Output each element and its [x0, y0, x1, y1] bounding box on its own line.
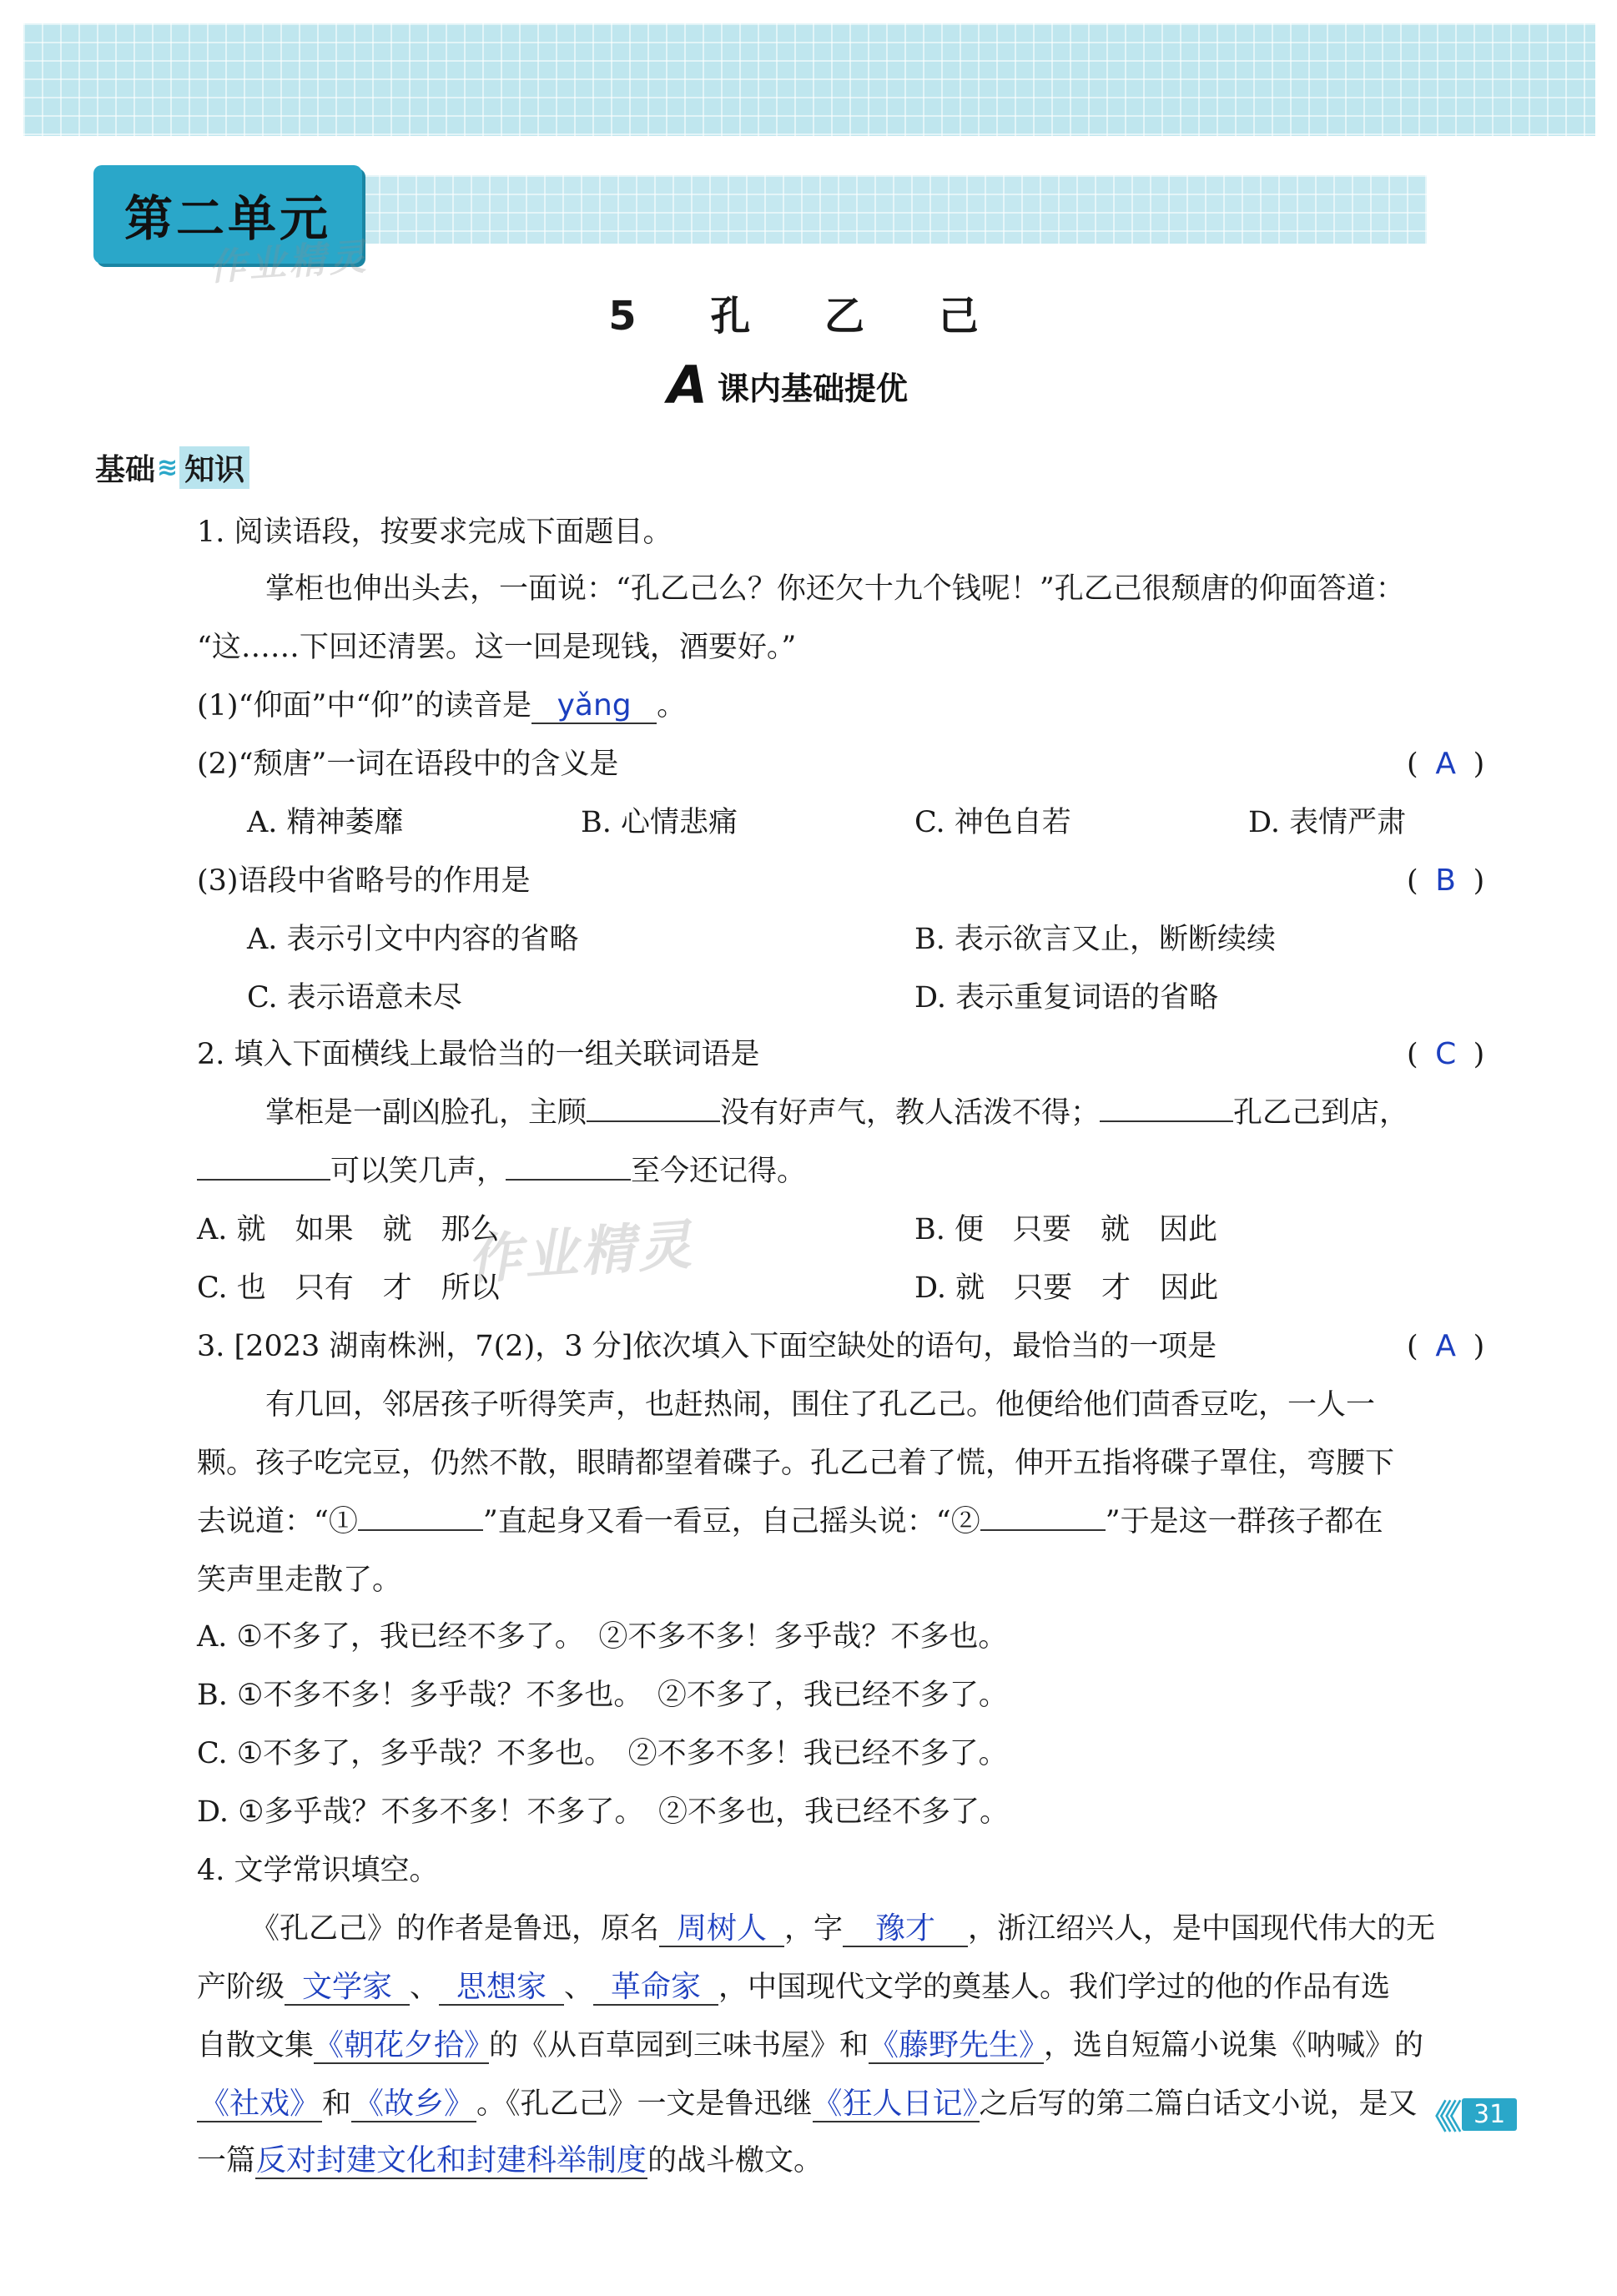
q1-sub2-answer-box[interactable]: ( A ) [1407, 744, 1484, 784]
q2-passage-part-e: 至今还记得。 [631, 1155, 807, 1188]
q4-answer-zi: 豫才 [875, 1911, 936, 1946]
q2-passage-part-d: 可以笑几声， [330, 1155, 506, 1188]
double-chevron-left-icon: 《《 [1418, 2097, 1455, 2137]
q4-answer-prev-work: 《狂人日记》 [812, 2087, 993, 2121]
q4-line5 [197, 2141, 823, 2181]
q3-passage-part-b: ”直起身又看一看豆，自己摇头说：“② [482, 1505, 980, 1538]
q1-sub3-option-a[interactable]: A. 表示引文中内容的省略 [247, 923, 579, 956]
q4-line4-part-c: 之后写的第二篇白话文小说，是又 [979, 2087, 1418, 2121]
q3-option-b[interactable]: B. ①不多不多！多乎哉？不多也。 ②不多了，我已经不多了。 [197, 1679, 1008, 1712]
q4-blank-theme[interactable] [255, 2144, 647, 2179]
q2-blank-3[interactable] [197, 1179, 330, 1181]
q1-sub2-text: (2)“颓唐”一词在语段中的含义是 [197, 748, 619, 781]
q1-sub3-answer: B [1435, 864, 1456, 898]
q1-sub3-option-d[interactable]: D. 表示重复词语的省略 [914, 981, 1219, 1015]
q1-sub3-option-b[interactable]: B. 表示欲言又止，断断续续 [914, 923, 1276, 956]
q3-passage-line2: 颗。孩子吃完豆，仍然不散，眼睛都望着碟子。孔乙己着了慌，伸开五指将碟子罩住，弯腰下 [197, 1447, 1395, 1480]
q2-passage-line1 [265, 1093, 1408, 1133]
q3-passage-part-a: 去说道：“① [197, 1505, 358, 1538]
q1-sub1-answer: yǎng [557, 688, 632, 723]
section-title: 课内基础提优 [717, 370, 908, 407]
q1-prompt: 1. 阅读语段，按要求完成下面题目。 [197, 516, 672, 549]
q4-answer-role3: 革命家 [611, 1970, 702, 2004]
unit-title-decoration-band [250, 175, 1427, 244]
q1-sub2-answer: A [1435, 747, 1456, 781]
wave-icon: ≋ [157, 452, 179, 482]
q1-passage-line2: “这……下回还清罢。这一回是现钱，酒要好。” [197, 631, 797, 664]
section-letter-icon: A [667, 355, 708, 415]
q1-sub3-text: (3)语段中省略号的作用是 [197, 864, 531, 898]
q2-answer-box[interactable]: ( C ) [1407, 1035, 1484, 1075]
q1-sub2-option-c[interactable]: C. 神色自若 [914, 806, 1071, 839]
q4-answer-work1: 《藤野先生》 [869, 2028, 1050, 2062]
q2-option-a[interactable]: A. 就 如果 就 那么 [197, 1213, 500, 1246]
q3-passage-line3 [197, 1502, 1383, 1542]
q4-blank-role2[interactable] [439, 1971, 564, 2006]
q2-prompt: 2. 填入下面横线上最恰当的一组关联词语是 [197, 1038, 760, 1071]
q4-separator-1: 、 [410, 1971, 440, 2004]
q3-option-c[interactable]: C. ①不多了，多乎哉？不多也。 ②不多不多！我已经不多了。 [197, 1737, 1008, 1770]
q4-line1-part-a: 《孔乙己》的作者是鲁迅，原名 [250, 1912, 660, 1946]
q2-passage-part-b: 没有好声气，教人活泼不得； [720, 1096, 1101, 1130]
q4-line4-part-a: 和 [322, 2087, 352, 2121]
q4-line2-part-b: ，中国现代文学的奠基人。我们学过的他的作品有选 [718, 1971, 1391, 2004]
q1-passage-line1: 掌柜也伸出头去，一面说：“孔乙己么？你还欠十九个钱呢！”孔乙己很颓唐的仰面答道： [265, 572, 1405, 606]
q4-blank-work1[interactable] [869, 2028, 1050, 2064]
header-decoration-band [23, 23, 1595, 136]
q4-line1 [250, 1909, 1435, 1949]
q2-answer: C [1435, 1037, 1457, 1071]
q4-line1-part-c: ，浙江绍兴人，是中国现代伟大的无 [968, 1912, 1436, 1946]
q1-sub2-option-a[interactable]: A. 精神萎靡 [247, 806, 404, 839]
q4-line5-part-a: 一篇 [197, 2144, 256, 2178]
q4-line1-part-b: ，字 [784, 1912, 844, 1946]
watermark-top: 作业精灵 [207, 235, 370, 290]
q3-answer: A [1435, 1329, 1456, 1363]
q4-line3 [197, 2026, 1423, 2066]
q2-option-b[interactable]: B. 便 只要 就 因此 [914, 1213, 1217, 1246]
q2-passage-part-c: 孔乙己到店， [1233, 1096, 1409, 1130]
q1-sub3-option-c[interactable]: C. 表示语意未尽 [247, 981, 462, 1015]
q4-answer-work3: 《故乡》 [354, 2087, 475, 2121]
page-number [1418, 2096, 1517, 2137]
q2-blank-2[interactable] [1100, 1120, 1233, 1122]
q4-blank-name[interactable] [659, 1912, 784, 1947]
q4-blank-prev-work[interactable] [812, 2087, 993, 2122]
watermark-middle: 作业精灵 [466, 1214, 697, 1292]
q4-blank-collection[interactable] [314, 2028, 495, 2064]
q4-line4 [197, 2084, 1418, 2124]
q4-line3-part-c: ，选自短篇小说集《呐喊》的 [1044, 2029, 1424, 2062]
q4-answer-theme: 反对封建文化和封建科举制度 [256, 2143, 647, 2178]
page-number-value: 31 [1462, 2098, 1517, 2131]
q4-blank-role1[interactable] [285, 1971, 410, 2006]
q3-passage-line1: 有几回，邻居孩子听得笑声，也赶热闹，围住了孔乙己。他便给他们茴香豆吃，一人一 [265, 1388, 1376, 1422]
q3-answer-box[interactable]: ( A ) [1407, 1327, 1484, 1367]
basics-knowledge-heading [95, 446, 249, 489]
section-heading [667, 355, 908, 415]
q4-blank-work2[interactable] [197, 2087, 322, 2122]
q1-sub1-end: 。 [657, 689, 687, 723]
q4-line3-part-b: 的《从百草园到三味书屋》和 [489, 2029, 869, 2062]
q4-answer-work2: 《社戏》 [199, 2087, 320, 2121]
q4-line5-part-b: 的战斗檄文。 [647, 2144, 824, 2178]
q2-blank-4[interactable] [506, 1179, 631, 1181]
q3-blank-1[interactable] [358, 1529, 483, 1531]
q1-sub1-text: (1)“仰面”中“仰”的读音是 [197, 689, 532, 723]
q2-passage-line2 [197, 1151, 806, 1191]
q1-sub1-blank[interactable] [531, 689, 657, 724]
q4-answer-name: 周树人 [677, 1911, 768, 1946]
q4-separator-2: 、 [564, 1971, 594, 2004]
lesson-title: 5 孔 乙 己 [608, 293, 1009, 340]
q4-line2 [197, 1967, 1390, 2007]
unit-title: 第二单元 [123, 190, 331, 247]
q3-prompt: 3. [2023 湖南株洲，7(2)，3 分]依次填入下面空缺处的语句，最恰当的一项是 [197, 1330, 1217, 1363]
q4-prompt: 4. 文学常识填空。 [197, 1854, 439, 1887]
q1-sub3-answer-box[interactable]: ( B ) [1407, 861, 1484, 901]
q4-blank-role3[interactable] [593, 1971, 718, 2006]
q4-line2-part-a: 产阶级 [197, 1971, 285, 2004]
basics-label-part2: 知识 [179, 446, 249, 489]
q2-passage-part-a: 掌柜是一副凶脸孔，主顾 [265, 1096, 587, 1130]
q2-option-d[interactable]: D. 就 只要 才 因此 [914, 1271, 1219, 1305]
q3-option-d[interactable]: D. ①多乎哉？不多不多！不多了。 ②不多也，我已经不多了。 [197, 1795, 1009, 1829]
q4-answer-role1: 文学家 [302, 1970, 393, 2004]
q4-line3-part-a: 自散文集 [197, 2029, 315, 2062]
q4-line4-part-b: 。《孔乙己》一文是鲁迅继 [476, 2087, 813, 2121]
q4-answer-role2: 思想家 [456, 1970, 547, 2004]
q3-passage-line4: 笑声里走散了。 [197, 1563, 402, 1597]
q1-sub2-option-d[interactable]: D. 表情严肃 [1248, 806, 1407, 839]
q2-blank-1[interactable] [587, 1120, 720, 1122]
q1-sub1 [197, 686, 686, 726]
q4-blank-work3[interactable] [351, 2087, 476, 2122]
q2-option-c[interactable]: C. 也 只有 才 所以 [197, 1271, 500, 1305]
q4-answer-collection: 《朝花夕拾》 [314, 2028, 495, 2062]
basics-label-part1: 基础 [95, 452, 156, 487]
q3-blank-2[interactable] [980, 1529, 1106, 1531]
q3-passage-part-c: ”于是这一群孩子都在 [1105, 1505, 1383, 1538]
q3-option-a[interactable]: A. ①不多了，我已经不多了。 ②不多不多！多乎哉？不多也。 [197, 1620, 1008, 1654]
q1-sub2-option-b[interactable]: B. 心情悲痛 [581, 806, 738, 839]
q4-blank-zi[interactable] [843, 1912, 968, 1947]
